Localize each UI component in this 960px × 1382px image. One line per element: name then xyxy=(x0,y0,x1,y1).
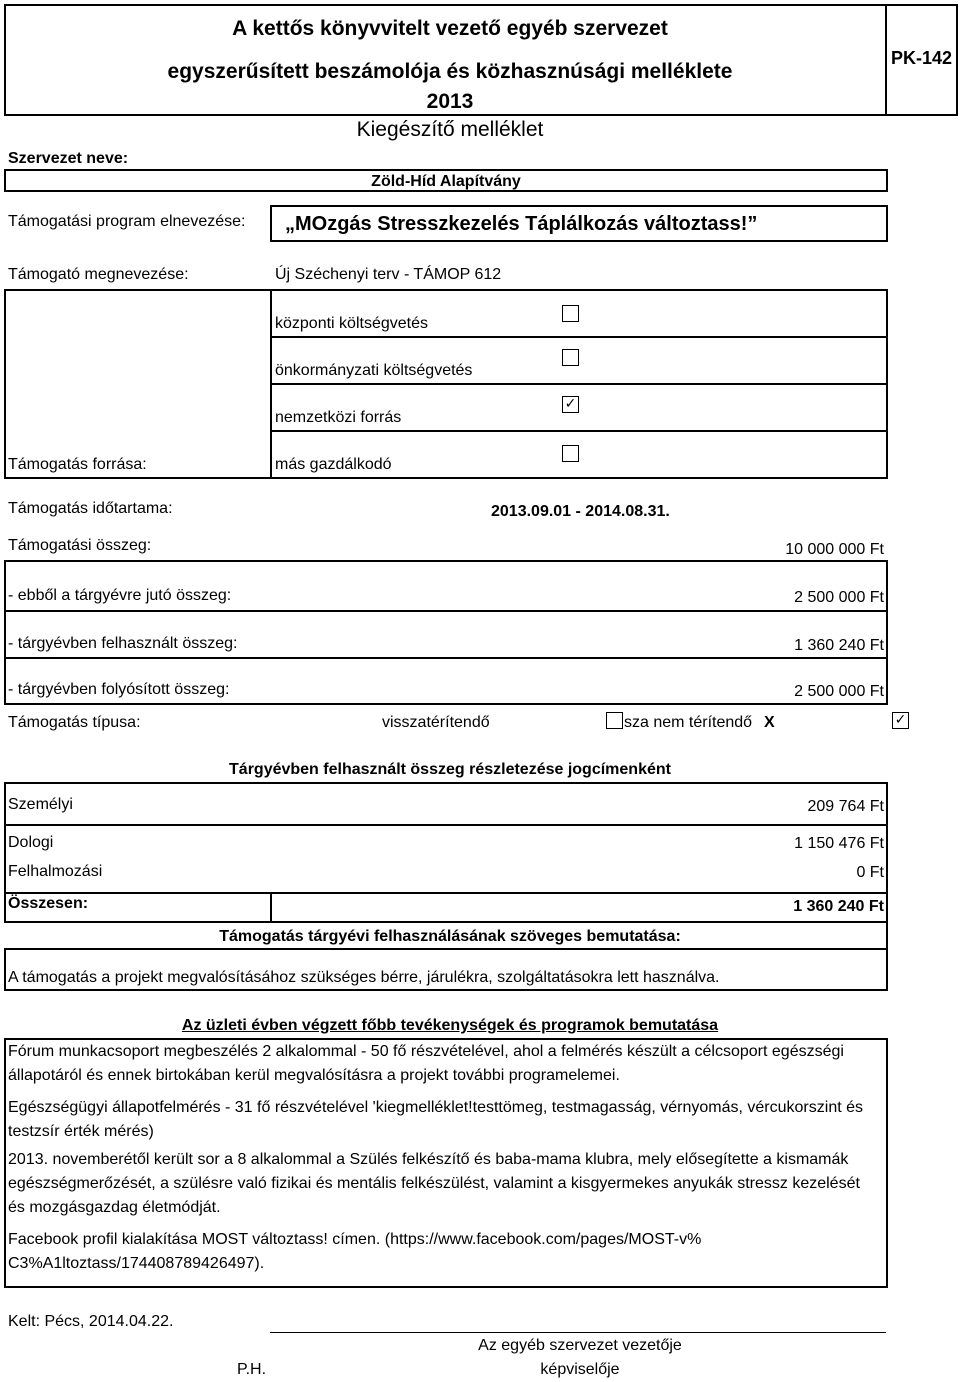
used-amount-value: 1 360 240 Ft xyxy=(794,637,884,654)
type-nonrefundable-checkbox[interactable]: ✓ xyxy=(892,712,909,729)
duration-label: Támogatás időtartama: xyxy=(8,500,173,517)
total-amount-label: Támogatási összeg: xyxy=(8,537,152,554)
program-name: „MOzgás Stresszkezelés Táplálkozás változtass!” xyxy=(285,213,758,235)
header-year: 2013 xyxy=(426,90,474,113)
breakdown-row-label: Személyi xyxy=(8,796,73,813)
activity-paragraph: Facebook profil kialakítása MOST változtass! címen. (https://www.facebook.com/pages/MOST-v%C3%A1ltoztass/174408789426497). xyxy=(8,1231,702,1272)
activity-paragraph: 2013. novemberétől került sor a 8 alkalommal a Szülés felkészítő és baba-mama klubra, mely elősegítette a kismamák egészségmerőzését, a szülésre való fizikai és mentális felkészülést, valamint a kisgyermekes anyukák stressz kezelését és mozgásgazdag életmódját. xyxy=(8,1151,860,1216)
type-label: Támogatás típusa: xyxy=(8,714,141,731)
year-amount-label: - ebből a tárgyévre jutó összeg: xyxy=(8,587,232,604)
activities-title: Az üzleti évben végzett főbb tevékenységek és programok bemutatása xyxy=(181,1017,719,1034)
source-option-4: más gazdálkodó xyxy=(275,456,392,473)
form-code: PK-142 xyxy=(890,48,953,68)
source-checkbox-1[interactable] xyxy=(562,305,579,322)
used-amount-label: - tárgyévben felhasznált összeg: xyxy=(8,635,238,652)
breakdown-row-value: 1 150 476 Ft xyxy=(794,835,884,852)
signer-title: Az egyéb szervezet vezetője xyxy=(478,1337,682,1354)
total-amount-value: 10 000 000 Ft xyxy=(785,541,884,558)
supporter-label: Támogató megnevezése: xyxy=(8,266,189,283)
signature-line xyxy=(270,1332,886,1333)
breakdown-row-label: Felhalmozási xyxy=(8,863,103,880)
activity-paragraph: Fórum munkacsoport megbeszélés 2 alkalommal - 50 fő részvételével, ahol a felmérés készült a célcsoport egészségi állapotáról és ennek birtokában kerül megvalósításra a projekt további programelemei. xyxy=(8,1043,844,1084)
breakdown-row-value: 0 Ft xyxy=(856,864,884,881)
breakdown-row-value: 209 764 Ft xyxy=(807,798,884,815)
org-name: Zöld-Híd Alapítvány xyxy=(371,173,521,190)
source-checkbox-3[interactable]: ✓ xyxy=(562,396,579,413)
type-mark: X xyxy=(764,714,775,731)
source-option-3: nemzetközi forrás xyxy=(275,409,402,426)
source-label: Támogatás forrása: xyxy=(8,456,147,473)
breakdown-total-value: 1 360 240 Ft xyxy=(793,898,884,915)
header-line1: A kettős könyvvitelt vezető egyéb szervezet xyxy=(232,17,668,40)
source-option-2: önkormányzati költségvetés xyxy=(275,362,473,379)
year-amount-value: 2 500 000 Ft xyxy=(794,589,884,606)
usage-title: Támogatás tárgyévi felhasználásának szöveges bemutatása: xyxy=(219,928,681,945)
type-refundable-checkbox[interactable] xyxy=(606,712,623,729)
breakdown-row-label: Dologi xyxy=(8,834,54,851)
org-label: Szervezet neve: xyxy=(8,150,129,167)
type-refundable: visszatérítendő xyxy=(382,714,490,731)
supporter-name: Új Széchenyi terv - TÁMOP 612 xyxy=(275,266,502,283)
duration-value: 2013.09.01 - 2014.08.31. xyxy=(491,503,670,520)
source-checkbox-2[interactable] xyxy=(562,349,579,366)
source-option-1: központi költségvetés xyxy=(275,315,428,332)
breakdown-total-label: Összesen: xyxy=(8,895,89,912)
breakdown-title: Tárgyévben felhasznált összeg részletezése jogcímenként xyxy=(229,761,671,778)
activity-paragraph: Egészségügyi állapotfelmérés - 31 fő részvételével 'kiegmelléklet!testtömeg, testmagasság, vérnyomás, vércukorszint és testzsír érték mérés) xyxy=(8,1099,863,1140)
header-line2: egyszerűsített beszámolója és közhasznúsági melléklete xyxy=(167,60,733,83)
subtitle: Kiegészítő melléklet xyxy=(356,118,544,141)
ph-stamp-label: P.H. xyxy=(237,1361,267,1378)
program-label: Támogatási program elnevezése: xyxy=(8,213,246,230)
signer-role: képviselője xyxy=(540,1361,620,1378)
source-checkbox-4[interactable] xyxy=(562,445,579,462)
paid-amount-value: 2 500 000 Ft xyxy=(794,683,884,700)
usage-text: A támogatás a projekt megvalósításához szükséges bérre, járulékra, szolgáltatásokra lett használva. xyxy=(8,969,720,986)
paid-amount-label: - tárgyévben folyósított összeg: xyxy=(8,681,230,698)
type-nonrefundable: sza nem térítendő xyxy=(624,714,753,731)
date-place: Kelt: Pécs, 2014.04.22. xyxy=(8,1313,174,1330)
